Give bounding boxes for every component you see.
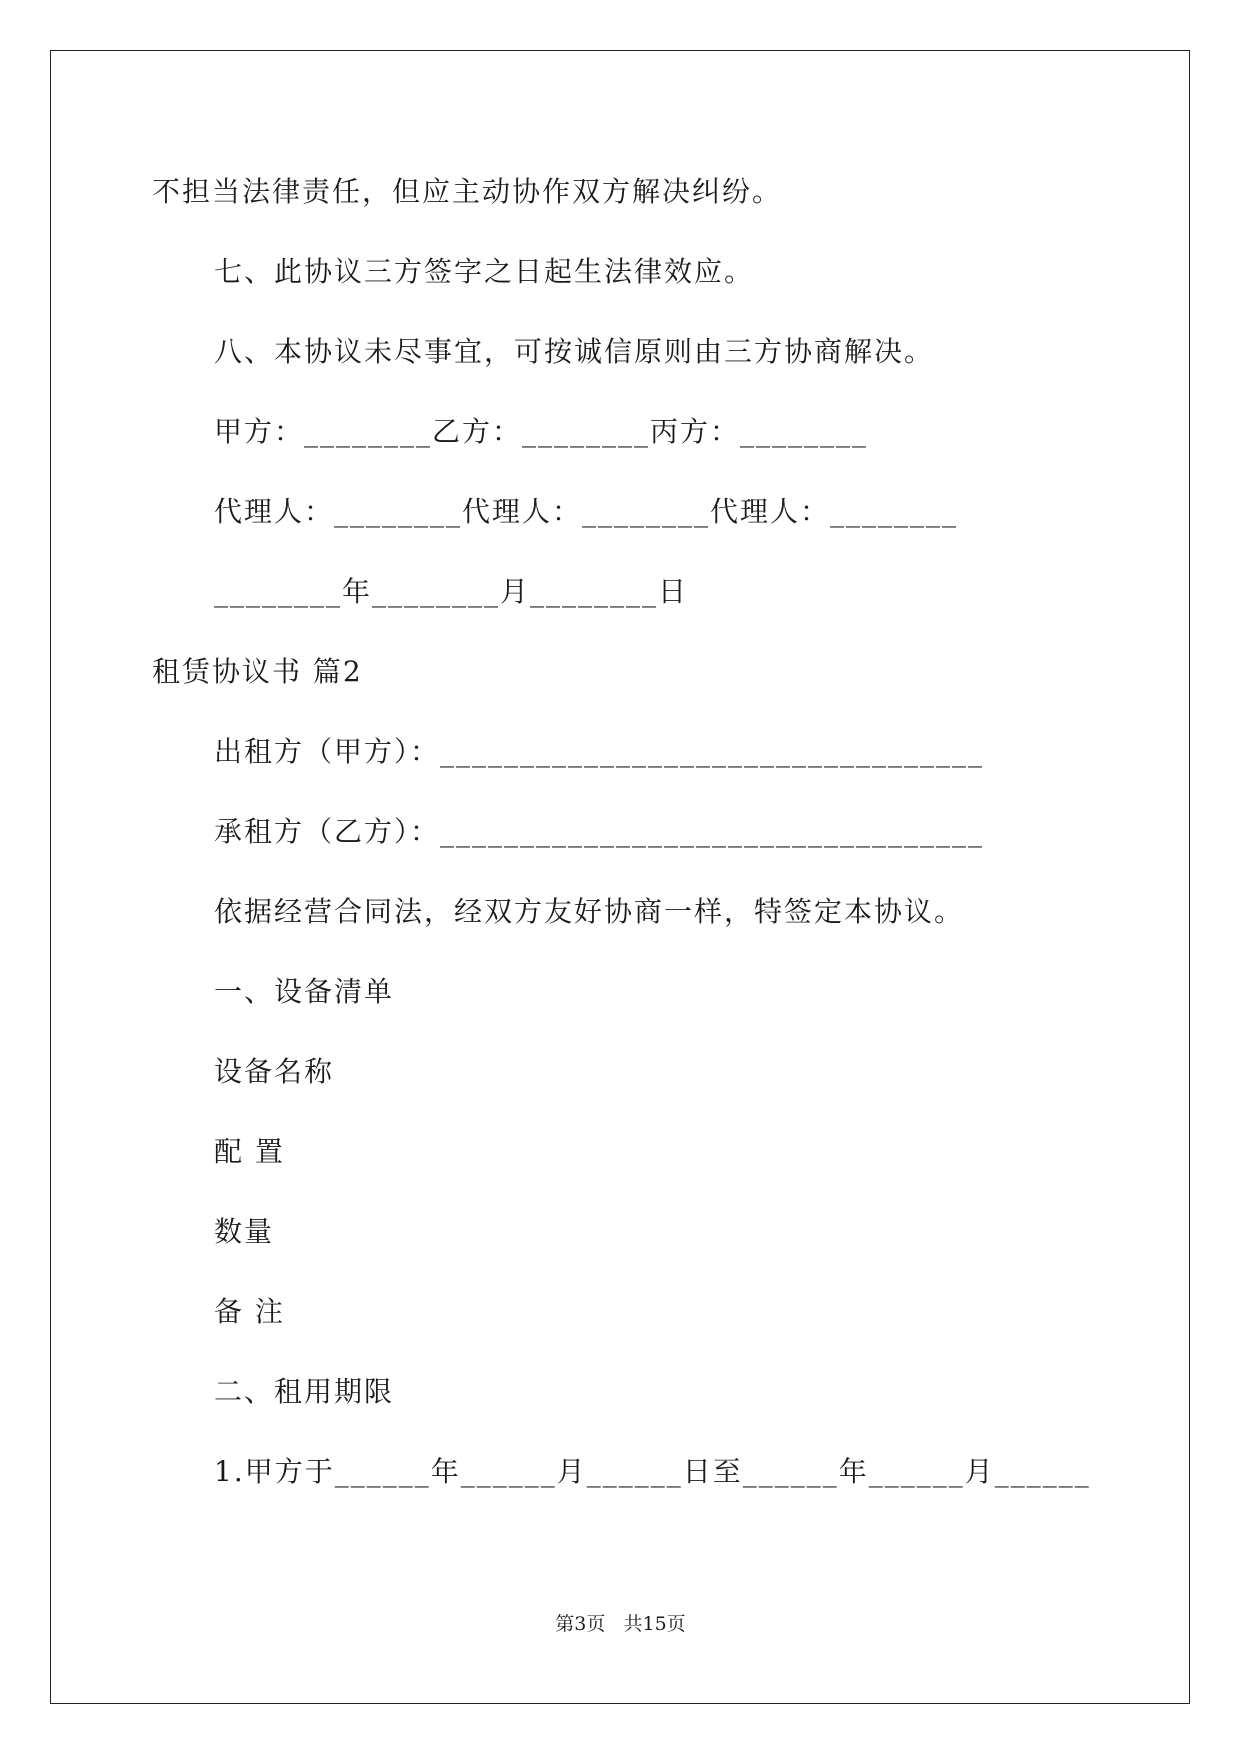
clause-eight: 八、本协议未尽事宜，可按诚信原则由三方协商解决。 [214, 335, 935, 368]
date-line: ________年________月________日 [214, 575, 689, 608]
configuration-label: 配 置 [214, 1135, 285, 1168]
rental-term-heading: 二、租用期限 [214, 1375, 395, 1408]
equipment-list-heading: 一、设备清单 [214, 975, 395, 1008]
preamble-text: 依据经营合同法，经双方友好协商一样，特签定本协议。 [214, 895, 965, 928]
text-line-liability: 不担当法律责任，但应主动协作双方解决纠纷。 [152, 175, 783, 208]
remarks-label: 备 注 [214, 1295, 285, 1328]
page-number-footer: 第3页 共15页 [555, 1613, 686, 1635]
agent-signature-line: 代理人：________代理人：________代理人：________ [214, 495, 959, 528]
lessor-line: 出租方（甲方）：__________________________________ [214, 735, 985, 768]
clause-seven: 七、此协议三方签字之日起生法律效应。 [214, 255, 755, 288]
quantity-label: 数量 [214, 1215, 275, 1248]
rental-term-clause-one: 1.甲方于______年______月______日至______年______月______ [214, 1455, 1091, 1488]
equipment-name-label: 设备名称 [214, 1055, 335, 1088]
section-heading: 租赁协议书 篇2 [152, 655, 363, 688]
lessee-line: 承租方（乙方）：__________________________________ [214, 815, 985, 848]
party-signature-line: 甲方：________乙方：________丙方：________ [214, 415, 869, 448]
